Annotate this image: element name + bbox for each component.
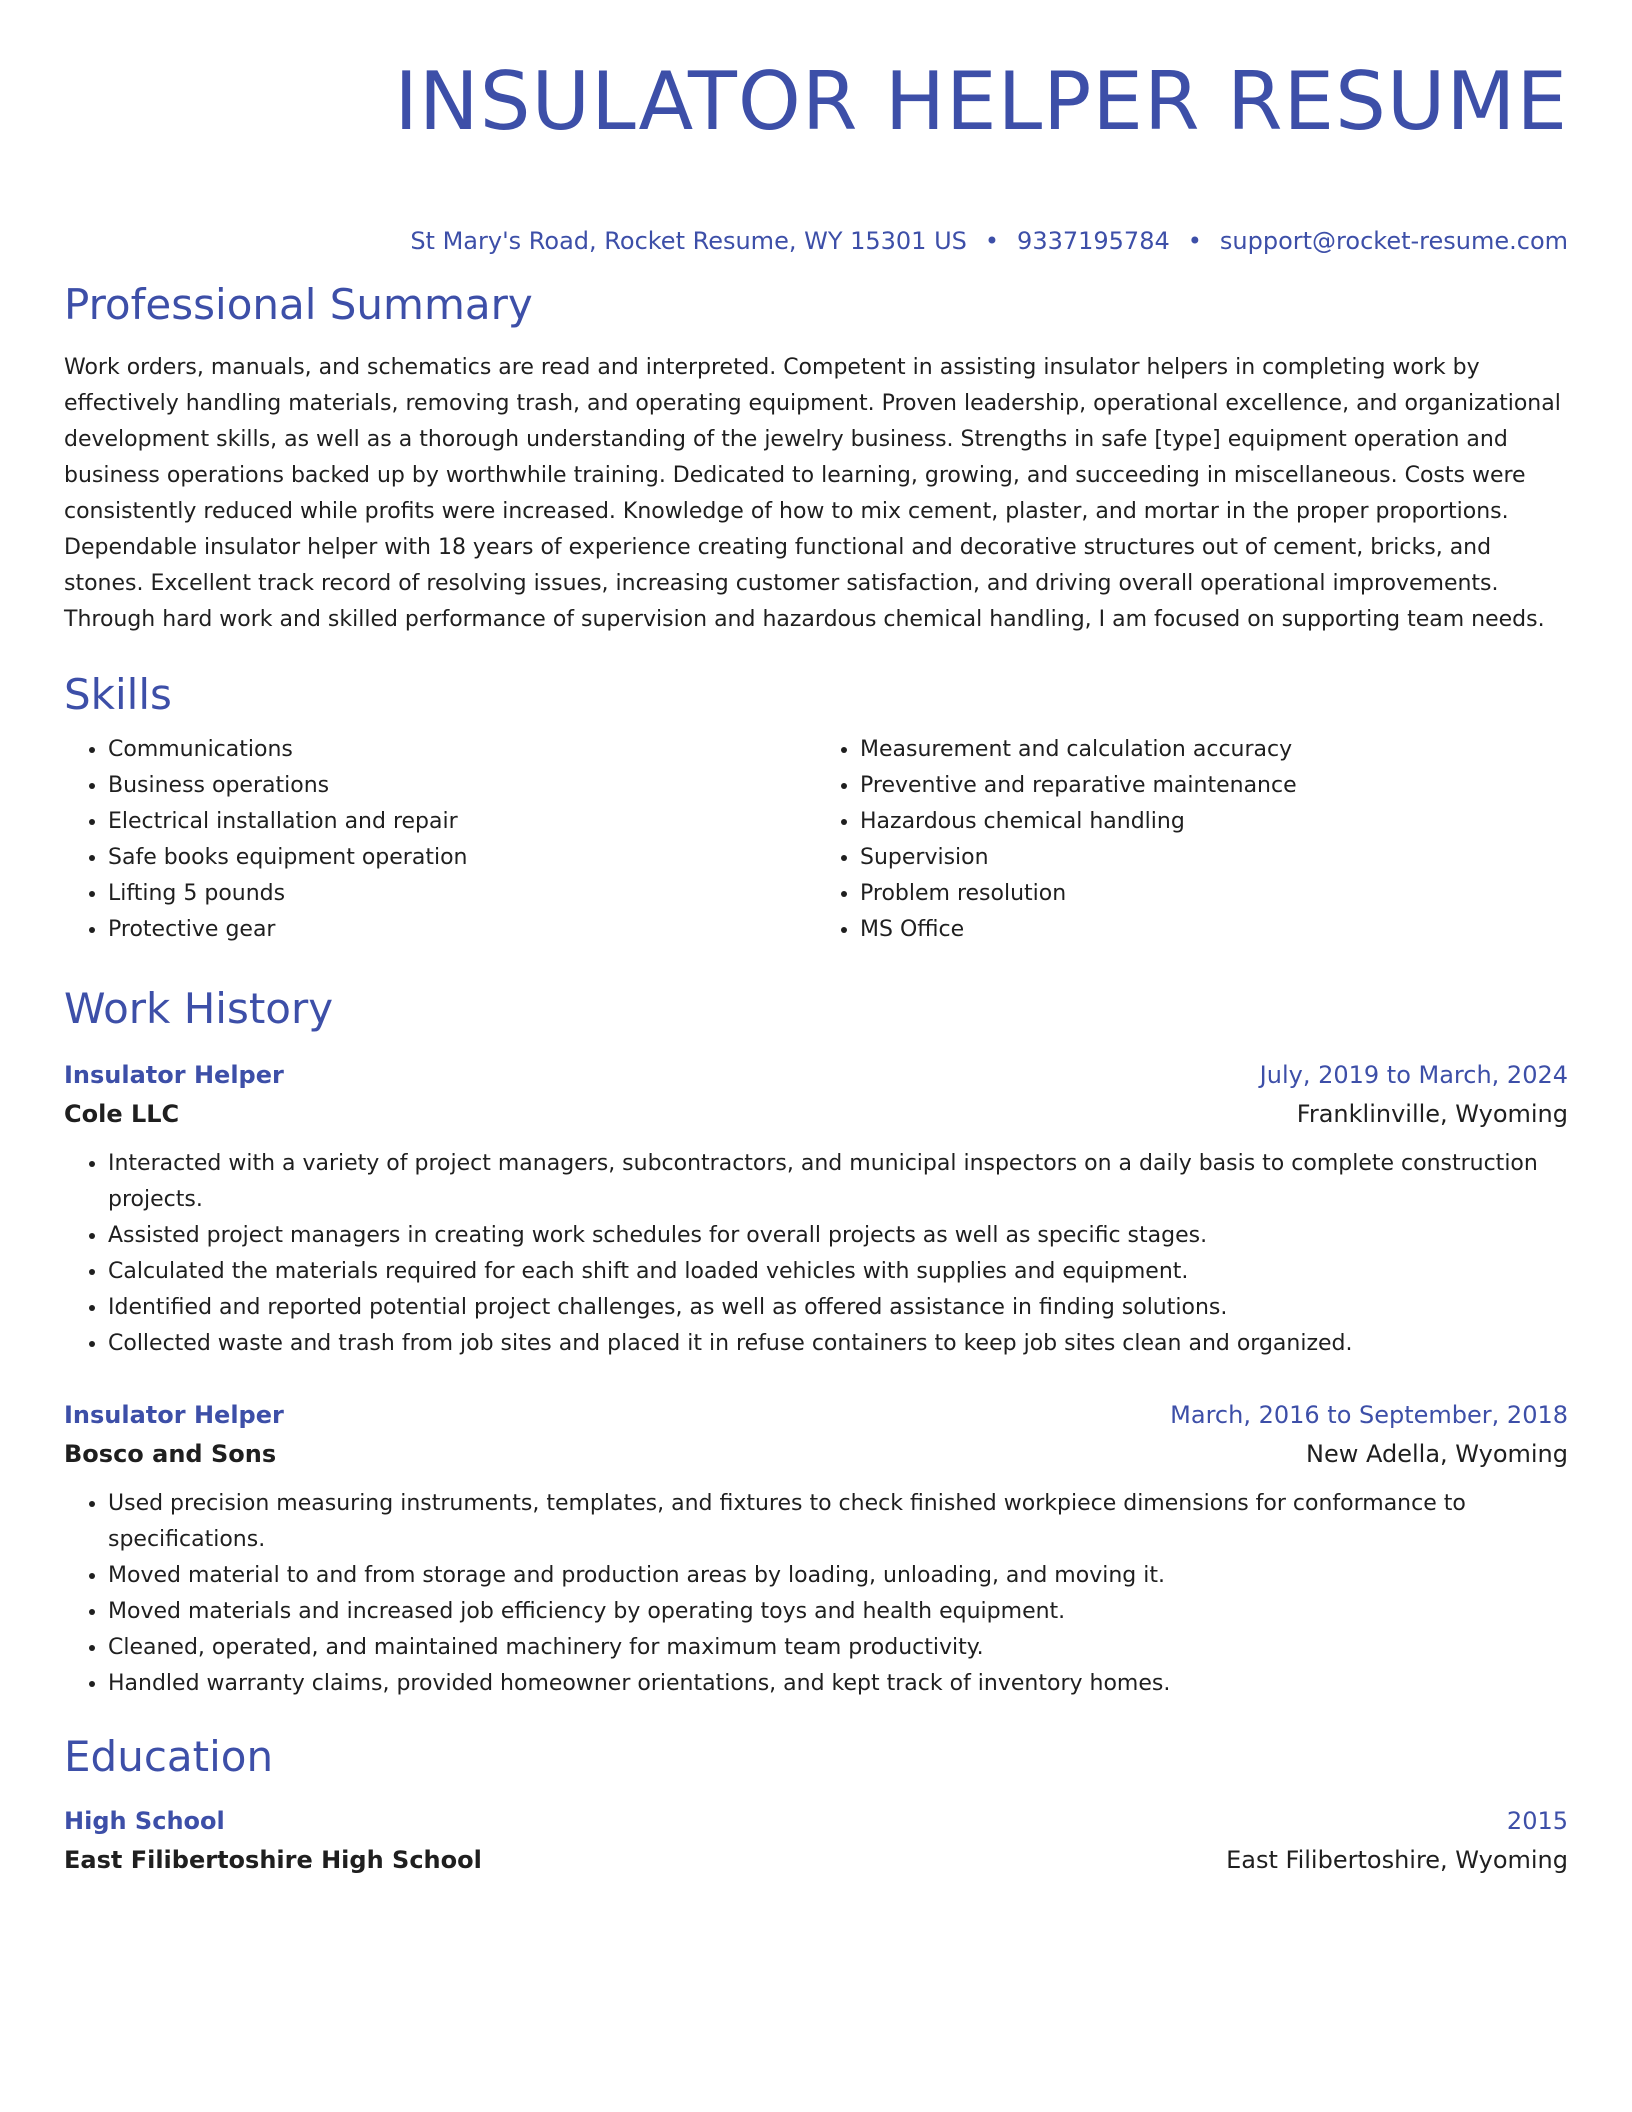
job-dates: March, 2016 to September, 2018 [1170, 1401, 1568, 1429]
job-dates: July, 2019 to March, 2024 [1259, 1061, 1568, 1089]
skill-item: • Business operations [108, 768, 816, 804]
skill-item: • Preventive and reparative maintenance [860, 768, 1568, 804]
resume-header [64, 0, 1568, 258]
skill-item: • Safe books equipment operation [108, 840, 816, 876]
job-bullets [64, 1486, 1568, 1702]
job-location: Franklinville, Wyoming [1296, 1100, 1568, 1128]
job-bullet: • Moved materials and increased job efficiency by operating toys and health equipment. [108, 1594, 1568, 1630]
skills-heading: Skills [64, 670, 172, 719]
job-bullet: • Used precision measuring instruments, templates, and fixtures to check finished workpiece dimensions for conformance to specifications. [108, 1486, 1568, 1558]
skill-item: • Problem resolution [860, 876, 1568, 912]
job-location: New Adella, Wyoming [1306, 1440, 1568, 1468]
job-bullet: • Cleaned, operated, and maintained machinery for maximum team productivity. [108, 1630, 1568, 1666]
job-header-row [64, 1396, 1568, 1434]
job-company-row [64, 1094, 1568, 1134]
job-bullet: • Assisted project managers in creating work schedules for overall projects as well as specific stages. [108, 1218, 1568, 1254]
job-company: Bosco and Sons [64, 1440, 277, 1468]
education-location: East Filibertoshire, Wyoming [1226, 1846, 1568, 1874]
contact-separator: • [1187, 227, 1202, 255]
contact-line [64, 224, 1568, 258]
job-title: Insulator Helper [64, 1401, 284, 1429]
job-title: Insulator Helper [64, 1061, 284, 1089]
summary-text: Work orders, manuals, and schematics are read and interpreted. Competent in assisting insulator helpers in completing work by effectively handling materials, removing trash, and operating equipment. Proven leadership, operational excellence, and organizational development skills, as well as a thorough understanding of the jewelry business. Strengths in safe [type] equipment operation and business operations backed up by worthwhile training. Dedicated to learning, growing, and succeeding in miscellaneous. Costs were consistently reduced while profits were increased. Knowledge of how to mix cement, plaster, and mortar in the proper proportions. Dependable insulator helper with 18 years of experience creating functional and decorative structures out of cement, bricks, and stones. Excellent track record of resolving issues, increasing customer satisfaction, and driving overall operational improvements. Through hard work and skilled performance of supervision and hazardous chemical handling, I am focused on supporting team needs. [64, 355, 1561, 632]
job-bullet: • Calculated the materials required for each shift and loaded vehicles with supplies and equipment. [108, 1254, 1568, 1290]
job-entry [64, 1056, 1568, 1362]
work-history-heading: Work History [64, 984, 334, 1033]
job-bullet: • Interacted with a variety of project managers, subcontractors, and municipal inspectors on a daily basis to complete construction projects. [108, 1146, 1568, 1218]
skill-item: • MS Office [860, 912, 1568, 948]
job-header-row [64, 1056, 1568, 1094]
summary-heading: Professional Summary [64, 280, 533, 329]
skills-list [64, 732, 1568, 948]
contact-phone: 9337195784 [1017, 227, 1170, 255]
skill-item: • Supervision [860, 840, 1568, 876]
job-entry [64, 1396, 1568, 1702]
skill-item: • Lifting 5 pounds [108, 876, 816, 912]
skills-column-left [64, 732, 816, 948]
skill-item: • Electrical installation and repair [108, 804, 816, 840]
education-degree: High School [64, 1807, 225, 1835]
education-entry [64, 1802, 1568, 1880]
skill-item: • Hazardous chemical handling [860, 804, 1568, 840]
skill-item: • Measurement and calculation accuracy [860, 732, 1568, 768]
skill-item: • Communications [108, 732, 816, 768]
education-school-row [64, 1840, 1568, 1880]
education-school: East Filibertoshire High School [64, 1846, 482, 1874]
contact-email[interactable]: support@rocket-resume.com [1219, 227, 1568, 255]
skills-column-right [816, 732, 1568, 948]
education-year: 2015 [1506, 1807, 1568, 1835]
job-bullet: • Collected waste and trash from job sites and placed it in refuse containers to keep job sites clean and organized. [108, 1326, 1568, 1362]
job-bullet: • Moved material to and from storage and production areas by loading, unloading, and moving it. [108, 1558, 1568, 1594]
job-bullet: • Identified and reported potential project challenges, as well as offered assistance in finding solutions. [108, 1290, 1568, 1326]
job-bullet: • Handled warranty claims, provided homeowner orientations, and kept track of inventory homes. [108, 1666, 1568, 1702]
job-company-row [64, 1434, 1568, 1474]
contact-address: St Mary's Road, Rocket Resume, WY 15301 US [410, 227, 967, 255]
education-header-row [64, 1802, 1568, 1840]
job-company: Cole LLC [64, 1100, 180, 1128]
resume-title: INSULATOR HELPER RESUME [394, 55, 1568, 148]
job-bullets [64, 1146, 1568, 1362]
education-heading: Education [64, 1732, 274, 1781]
skill-item: • Protective gear [108, 912, 816, 948]
contact-separator: • [984, 227, 1000, 255]
